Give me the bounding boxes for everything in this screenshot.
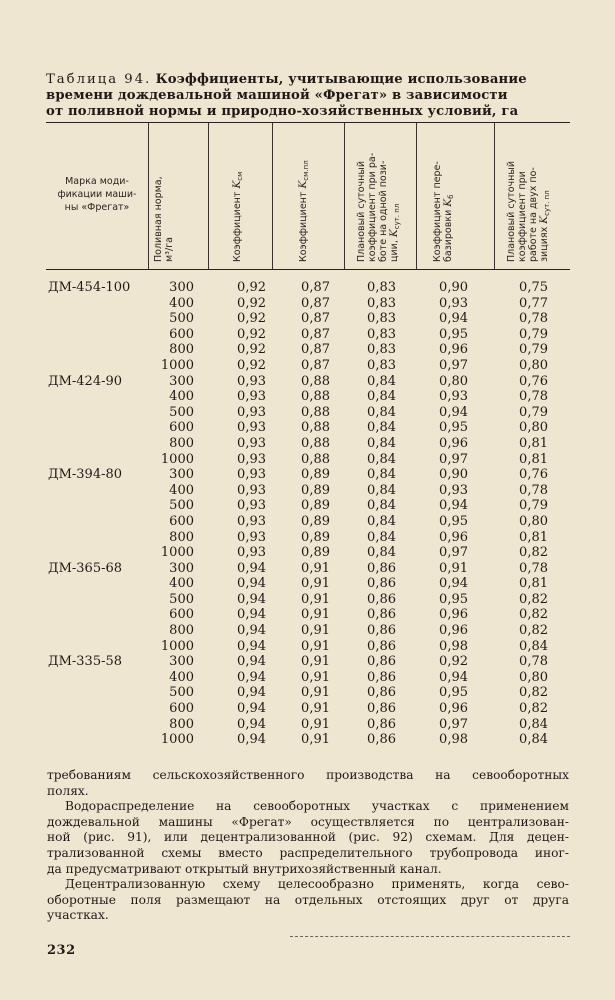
kb-cell: 0,96 [439, 701, 468, 717]
header-ksm [232, 172, 246, 262]
ksm-pl-cell: 0,89 [301, 529, 330, 545]
paragraph-1 [47, 768, 569, 799]
table-caption [46, 72, 566, 120]
irrigation-norm-cell: 600 [169, 513, 194, 529]
plan-two-cell: 0,82 [519, 685, 548, 701]
irrigation-norm-cell: 1000 [160, 545, 194, 561]
ksm-cell: 0,93 [237, 529, 266, 545]
header-divider [494, 123, 495, 269]
ksm-pl-cell: 0,87 [301, 280, 330, 295]
kb-cell: 0,94 [439, 404, 468, 420]
kb-cell: 0,96 [439, 623, 468, 639]
ksm-pl-cell: 0,88 [301, 389, 330, 405]
ksm-pl-cell: 0,91 [301, 654, 330, 670]
table-row [46, 545, 566, 561]
body-text [47, 768, 569, 924]
kb-cell: 0,98 [439, 732, 468, 748]
plan-one-cell: 0,84 [367, 467, 396, 483]
ksm-pl-cell: 0,87 [301, 326, 330, 342]
plan-one-cell: 0,86 [367, 591, 396, 607]
ksm-cell: 0,94 [237, 560, 266, 576]
model-name: ДМ-365-68 [48, 560, 123, 576]
ksm-pl-cell: 0,89 [301, 467, 330, 483]
ksm-cell: 0,93 [237, 482, 266, 498]
kb-cell: 0,93 [439, 482, 468, 498]
irrigation-norm-cell: 1000 [160, 732, 194, 748]
irrigation-norm-cell: 800 [169, 623, 194, 639]
plan-one-cell: 0,83 [367, 357, 396, 373]
table-row [46, 311, 566, 327]
ksm-pl-cell: 0,88 [301, 420, 330, 436]
plan-two-cell: 0,78 [519, 654, 548, 670]
irrigation-norm-cell: 800 [169, 716, 194, 732]
ksm-pl-cell: 0,91 [301, 669, 330, 685]
header-plan2-line: зициях [539, 226, 550, 262]
ksm-pl-cell: 0,87 [301, 295, 330, 311]
text-line: полях. [47, 783, 89, 798]
ksm-pl-cell: 0,91 [301, 591, 330, 607]
ksm-cell: 0,92 [237, 280, 266, 295]
ksm-cell: 0,93 [237, 498, 266, 514]
irrigation-norm-cell: 800 [169, 529, 194, 545]
table-row [46, 467, 566, 483]
header-model [47, 175, 147, 214]
header-divider [344, 123, 345, 269]
plan-two-cell: 0,80 [519, 513, 548, 529]
table-row [46, 561, 566, 577]
header-divider [416, 123, 417, 269]
kb-cell: 0,95 [439, 326, 468, 342]
header-model-line: фикации маши- [57, 189, 137, 200]
plan-one-cell: 0,86 [367, 576, 396, 592]
plan-two-cell: 0,82 [519, 545, 548, 561]
header-divider [208, 123, 209, 269]
table-row [46, 592, 566, 608]
plan-two-cell: 0,81 [519, 451, 548, 467]
text-line: требованиям сельскохозяйственного производства на севооборотных [47, 768, 569, 782]
text-line: трализованной схемы вместо распределительного трубопровода иног- [47, 845, 569, 860]
ksm-pl-cell: 0,91 [301, 607, 330, 623]
plan-two-cell: 0,80 [519, 669, 548, 685]
ksm-pl-cell: 0,87 [301, 342, 330, 358]
kb-cell: 0,97 [439, 545, 468, 561]
irrigation-norm-cell: 1000 [160, 638, 194, 654]
table-row [46, 639, 566, 655]
kb-cell: 0,97 [439, 716, 468, 732]
plan-one-cell: 0,84 [367, 498, 396, 514]
table-row [46, 685, 566, 701]
irrigation-norm-cell: 500 [169, 311, 194, 327]
plan-two-cell: 0,82 [519, 701, 548, 717]
plan-two-cell: 0,76 [519, 467, 548, 483]
table-row [46, 374, 566, 390]
plan-two-cell: 0,84 [519, 732, 548, 748]
table-row [46, 436, 566, 452]
plan-two-cell: 0,84 [519, 638, 548, 654]
header-divider [272, 123, 273, 269]
ksm-pl-cell: 0,89 [301, 545, 330, 561]
ksm-pl-cell: 0,91 [301, 716, 330, 732]
irrigation-norm-cell: 400 [169, 669, 194, 685]
header-plan1-subscript: сут. пл [393, 203, 401, 230]
header-plan-two-positions [506, 161, 553, 262]
plan-two-cell: 0,78 [519, 389, 548, 405]
plan-one-cell: 0,86 [367, 685, 396, 701]
ksm-pl-cell: 0,87 [301, 311, 330, 327]
ksm-cell: 0,94 [237, 576, 266, 592]
table-title-line-3: от поливной нормы и природно-хозяйственных условий, га [46, 104, 519, 119]
irrigation-norm-cell: 800 [169, 435, 194, 451]
irrigation-norm-cell: 400 [169, 482, 194, 498]
ksm-pl-cell: 0,88 [301, 373, 330, 389]
table-row [46, 358, 566, 374]
ksm-cell: 0,94 [237, 607, 266, 623]
ksm-pl-cell: 0,88 [301, 451, 330, 467]
table-title-line-2: времени дождевальной машиной «Фрегат» в зависимости [46, 88, 508, 103]
irrigation-norm-cell: 300 [169, 654, 194, 670]
irrigation-norm-cell: 400 [169, 576, 194, 592]
header-kb-symbol: K [442, 198, 454, 207]
ksm-pl-cell: 0,89 [301, 513, 330, 529]
irrigation-norm-cell: 400 [169, 389, 194, 405]
kb-cell: 0,95 [439, 685, 468, 701]
table-row [46, 732, 566, 748]
coefficient-table-body [46, 280, 566, 748]
table-row [46, 389, 566, 405]
header-ksm-subscript: см [236, 171, 244, 181]
kb-cell: 0,92 [439, 654, 468, 670]
irrigation-norm-cell: 800 [169, 342, 194, 358]
plan-one-cell: 0,83 [367, 311, 396, 327]
ksm-pl-cell: 0,91 [301, 732, 330, 748]
plan-two-cell: 0,79 [519, 326, 548, 342]
table-row [46, 701, 566, 717]
kb-cell: 0,94 [439, 498, 468, 514]
kb-cell: 0,93 [439, 389, 468, 405]
ksm-pl-cell: 0,91 [301, 638, 330, 654]
kb-cell: 0,94 [439, 669, 468, 685]
header-plan2-line: коэффициент при [517, 171, 528, 262]
ksm-pl-cell: 0,89 [301, 482, 330, 498]
text-line: участках. [47, 908, 109, 923]
text-line: ной (рис. 91), или децентрализованной (рис. 92) схемам. Для децен- [47, 830, 569, 845]
irrigation-norm-cell: 400 [169, 295, 194, 311]
kb-cell: 0,94 [439, 576, 468, 592]
table-row [46, 498, 566, 514]
irrigation-norm-cell: 600 [169, 607, 194, 623]
plan-one-cell: 0,86 [367, 638, 396, 654]
footer-dashed-rule [290, 936, 570, 937]
ksm-cell: 0,93 [237, 513, 266, 529]
table-row [46, 670, 566, 686]
ksm-cell: 0,94 [237, 732, 266, 748]
header-plan1-line: коэффициент при ра- [367, 152, 378, 262]
plan-two-cell: 0,79 [519, 404, 548, 420]
table-top-rule [46, 122, 570, 123]
plan-one-cell: 0,84 [367, 404, 396, 420]
header-ksm-symbol: K [231, 180, 243, 189]
header-kb [432, 161, 457, 262]
table-row [46, 623, 566, 639]
plan-one-cell: 0,86 [367, 560, 396, 576]
text-line: да предусматривают открытый внутрихозяйственный канал. [47, 861, 442, 876]
ksm-cell: 0,92 [237, 311, 266, 327]
plan-two-cell: 0,78 [519, 560, 548, 576]
kb-cell: 0,96 [439, 607, 468, 623]
kb-cell: 0,91 [439, 560, 468, 576]
plan-one-cell: 0,86 [367, 607, 396, 623]
ksm-pl-cell: 0,91 [301, 560, 330, 576]
irrigation-norm-cell: 600 [169, 701, 194, 717]
irrigation-norm-cell: 500 [169, 404, 194, 420]
table-row [46, 530, 566, 546]
kb-cell: 0,95 [439, 591, 468, 607]
plan-two-cell: 0,80 [519, 357, 548, 373]
plan-two-cell: 0,78 [519, 482, 548, 498]
ksm-cell: 0,93 [237, 545, 266, 561]
irrigation-norm-cell: 500 [169, 498, 194, 514]
table-row [46, 514, 566, 530]
irrigation-norm-cell: 1000 [160, 451, 194, 467]
irrigation-norm-cell: 1000 [160, 357, 194, 373]
kb-cell: 0,95 [439, 420, 468, 436]
text-line: оборотные поля размещают на отдельных отстоящих друг от друга [47, 892, 569, 907]
table-row [46, 717, 566, 733]
plan-one-cell: 0,84 [367, 545, 396, 561]
table-row [46, 452, 566, 468]
ksm-cell: 0,94 [237, 638, 266, 654]
plan-two-cell: 0,76 [519, 373, 548, 389]
ksm-cell: 0,92 [237, 342, 266, 358]
header-plan2-symbol: K [538, 215, 550, 224]
kb-cell: 0,94 [439, 311, 468, 327]
ksm-cell: 0,94 [237, 716, 266, 732]
paragraph-2 [47, 799, 569, 877]
header-plan1-line: Плановый суточный [356, 160, 367, 262]
kb-cell: 0,95 [439, 513, 468, 529]
header-norm-line: м³/га [164, 237, 175, 262]
header-plan1-line: боте на одной пози- [378, 160, 389, 262]
table-header-rule [46, 269, 570, 270]
plan-two-cell: 0,81 [519, 529, 548, 545]
ksm-cell: 0,93 [237, 373, 266, 389]
ksm-cell: 0,93 [237, 435, 266, 451]
header-ksm-text: Коэффициент [232, 191, 243, 262]
table-row [46, 327, 566, 343]
model-name: ДМ-454-100 [48, 280, 131, 295]
plan-two-cell: 0,82 [519, 591, 548, 607]
header-ksmpl-symbol: K [297, 180, 309, 189]
irrigation-norm-cell: 300 [169, 467, 194, 483]
ksm-pl-cell: 0,87 [301, 357, 330, 373]
ksm-pl-cell: 0,91 [301, 685, 330, 701]
plan-one-cell: 0,84 [367, 513, 396, 529]
plan-one-cell: 0,83 [367, 295, 396, 311]
header-ksmpl-text: Коэффициент [298, 191, 309, 262]
ksm-cell: 0,93 [237, 420, 266, 436]
ksm-cell: 0,94 [237, 669, 266, 685]
plan-two-cell: 0,81 [519, 576, 548, 592]
plan-two-cell: 0,75 [519, 280, 548, 295]
header-model-line: ны «Фрегат» [64, 202, 130, 213]
plan-two-cell: 0,80 [519, 420, 548, 436]
plan-one-cell: 0,86 [367, 654, 396, 670]
ksm-cell: 0,94 [237, 623, 266, 639]
table-title-line-1: Коэффициенты, учитывающие использование [155, 72, 527, 87]
plan-one-cell: 0,83 [367, 342, 396, 358]
model-name: ДМ-424-90 [48, 373, 123, 389]
header-plan-one-position [356, 153, 403, 262]
kb-cell: 0,96 [439, 342, 468, 358]
plan-one-cell: 0,86 [367, 623, 396, 639]
plan-one-cell: 0,84 [367, 529, 396, 545]
header-plan1-symbol: K [388, 229, 400, 238]
ksm-cell: 0,93 [237, 467, 266, 483]
plan-two-cell: 0,78 [519, 311, 548, 327]
plan-two-cell: 0,82 [519, 607, 548, 623]
ksm-cell: 0,92 [237, 326, 266, 342]
plan-two-cell: 0,81 [519, 435, 548, 451]
model-name: ДМ-335-58 [48, 654, 123, 670]
kb-cell: 0,80 [439, 373, 468, 389]
ksm-cell: 0,94 [237, 654, 266, 670]
header-plan2-line: работе на двух по- [528, 167, 539, 262]
plan-one-cell: 0,84 [367, 420, 396, 436]
header-divider [148, 123, 149, 269]
kb-cell: 0,93 [439, 295, 468, 311]
ksm-pl-cell: 0,89 [301, 498, 330, 514]
plan-one-cell: 0,86 [367, 716, 396, 732]
header-ksm-pl [298, 160, 312, 262]
plan-one-cell: 0,83 [367, 326, 396, 342]
ksm-cell: 0,92 [237, 295, 266, 311]
header-plan2-line: Плановый суточный [506, 160, 517, 262]
header-plan1-line: ции, [389, 240, 400, 262]
plan-one-cell: 0,86 [367, 669, 396, 685]
ksm-pl-cell: 0,91 [301, 701, 330, 717]
header-kb-subscript: б [447, 194, 455, 199]
plan-one-cell: 0,83 [367, 280, 396, 295]
irrigation-norm-cell: 300 [169, 560, 194, 576]
irrigation-norm-cell: 600 [169, 326, 194, 342]
header-ksmpl-subscript: см.пл [302, 160, 310, 181]
plan-one-cell: 0,86 [367, 701, 396, 717]
ksm-cell: 0,94 [237, 685, 266, 701]
plan-one-cell: 0,84 [367, 435, 396, 451]
ksm-cell: 0,93 [237, 389, 266, 405]
plan-one-cell: 0,86 [367, 732, 396, 748]
irrigation-norm-cell: 300 [169, 373, 194, 389]
header-kb-line: базировки [443, 209, 454, 262]
plan-two-cell: 0,77 [519, 295, 548, 311]
table-row [46, 342, 566, 358]
paragraph-3 [47, 877, 569, 924]
ksm-cell: 0,92 [237, 357, 266, 373]
table-row [46, 405, 566, 421]
text-line: Водораспределение на севооборотных участках с применением [65, 799, 569, 814]
kb-cell: 0,97 [439, 357, 468, 373]
table-row [46, 483, 566, 499]
header-model-line: Марка моди- [65, 176, 129, 187]
plan-one-cell: 0,84 [367, 373, 396, 389]
table-row [46, 296, 566, 312]
kb-cell: 0,96 [439, 529, 468, 545]
irrigation-norm-cell: 500 [169, 685, 194, 701]
plan-two-cell: 0,84 [519, 716, 548, 732]
irrigation-norm-cell: 500 [169, 591, 194, 607]
table-label: Таблица 94. [46, 72, 152, 87]
table-row [46, 607, 566, 623]
ksm-pl-cell: 0,88 [301, 435, 330, 451]
page-number: 232 [47, 943, 76, 958]
plan-two-cell: 0,79 [519, 498, 548, 514]
table-row [46, 280, 566, 296]
kb-cell: 0,90 [439, 280, 468, 295]
kb-cell: 0,98 [439, 638, 468, 654]
plan-one-cell: 0,84 [367, 482, 396, 498]
kb-cell: 0,90 [439, 467, 468, 483]
kb-cell: 0,97 [439, 451, 468, 467]
plan-two-cell: 0,82 [519, 623, 548, 639]
ksm-cell: 0,93 [237, 404, 266, 420]
text-line: Децентрализованную схему целесообразно применять, когда сево- [65, 877, 569, 892]
irrigation-norm-cell: 300 [169, 280, 194, 295]
irrigation-norm-cell: 600 [169, 420, 194, 436]
plan-one-cell: 0,84 [367, 451, 396, 467]
ksm-cell: 0,93 [237, 451, 266, 467]
ksm-pl-cell: 0,88 [301, 404, 330, 420]
plan-two-cell: 0,79 [519, 342, 548, 358]
table-row [46, 576, 566, 592]
table-row [46, 654, 566, 670]
header-plan2-subscript: сут. пл [543, 190, 551, 216]
header-irrigation-norm [153, 176, 175, 262]
table-row [46, 420, 566, 436]
header-kb-line: Коэффициент пере- [432, 161, 443, 262]
ksm-cell: 0,94 [237, 591, 266, 607]
plan-one-cell: 0,84 [367, 389, 396, 405]
text-line: дождевальной машины «Фрегат» осуществляется по централизован- [47, 814, 569, 829]
kb-cell: 0,96 [439, 435, 468, 451]
ksm-cell: 0,94 [237, 701, 266, 717]
model-name: ДМ-394-80 [48, 467, 123, 483]
ksm-pl-cell: 0,91 [301, 576, 330, 592]
header-norm-line: Поливная норма, [153, 176, 164, 262]
ksm-pl-cell: 0,91 [301, 623, 330, 639]
